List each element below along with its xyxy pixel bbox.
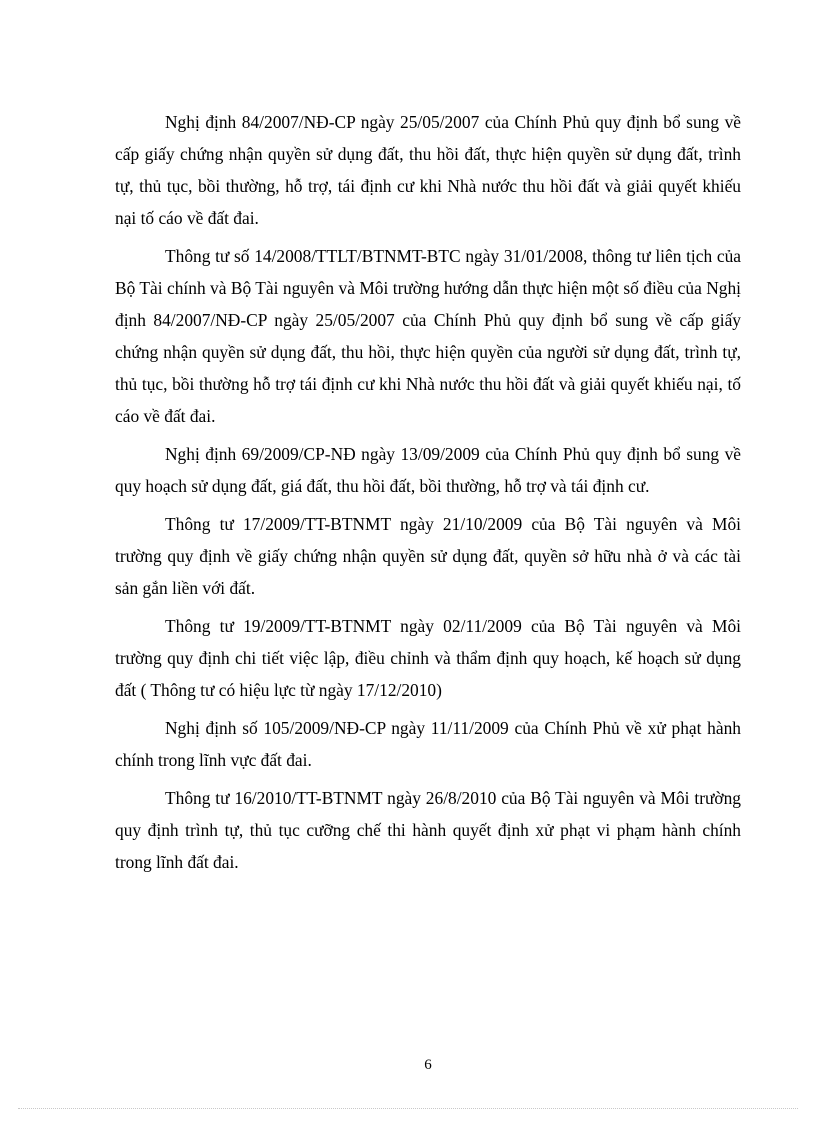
paragraph-decree-84-2007: Nghị định 84/2007/NĐ-CP ngày 25/05/2007 của Chính Phủ quy định bổ sung về cấp giấy chứng nhận quyền sử dụng đất, thu hồi đất, thực hiện quyền sử dụng đất, trình tự, thủ tục, bồi thường, hỗ trợ, tái định cư khi Nhà nước thu hồi đất và giải quyết khiếu nại tố cáo về đất đai. (115, 112, 741, 228)
paragraph-decree-69-2009: Nghị định 69/2009/CP-NĐ ngày 13/09/2009 của Chính Phủ quy định bổ sung về quy hoạch sử dụng đất, giá đất, thu hồi đất, bồi thường, hỗ trợ và tái định cư. (115, 444, 741, 496)
paragraph-circular-16-2010: Thông tư 16/2010/TT-BTNMT ngày 26/8/2010 của Bộ Tài nguyên và Môi trường quy định trình tự, thủ tục cưỡng chế thi hành quyết định xử phạt vi phạm hành chính trong lĩnh đất đai. (115, 788, 741, 872)
paragraph-circular-19-2009: Thông tư 19/2009/TT-BTNMT ngày 02/11/2009 của Bộ Tài nguyên và Môi trường quy định chi tiết việc lập, điều chỉnh và thẩm định quy hoạch, kế hoạch sử dụng đất ( Thông tư có hiệu lực từ ngày 17/12/2010) (115, 616, 741, 700)
paragraph-circular-14-2008: Thông tư số 14/2008/TTLT/BTNMT-BTC ngày 31/01/2008, thông tư liên tịch của Bộ Tài chính và Bộ Tài nguyên và Môi trường hướng dẫn thực hiện một số điều của Nghị định 84/2007/NĐ-CP ngày 25/05/2007 của Chính Phủ quy định bổ sung về cấp giấy chứng nhận quyền sử dụng đất, thu hồi, thực hiện quyền của người sử dụng đất, trình tự, thủ tục, bồi thường hỗ trợ tái định cư khi Nhà nước thu hồi đất và giải quyết khiếu nại, tố cáo về đất đai. (115, 246, 741, 426)
paragraph-circular-17-2009: Thông tư 17/2009/TT-BTNMT ngày 21/10/2009 của Bộ Tài nguyên và Môi trường quy định về giấy chứng nhận quyền sử dụng đất, quyền sở hữu nhà ở và các tài sản gắn liền với đất. (115, 514, 741, 598)
page-number: 6 (424, 1057, 432, 1073)
paragraph-decree-105-2009: Nghị định số 105/2009/NĐ-CP ngày 11/11/2009 của Chính Phủ về xử phạt hành chính trong lĩnh vực đất đai. (115, 718, 741, 770)
page-bottom-divider (18, 1108, 798, 1109)
document-body (115, 106, 741, 884)
